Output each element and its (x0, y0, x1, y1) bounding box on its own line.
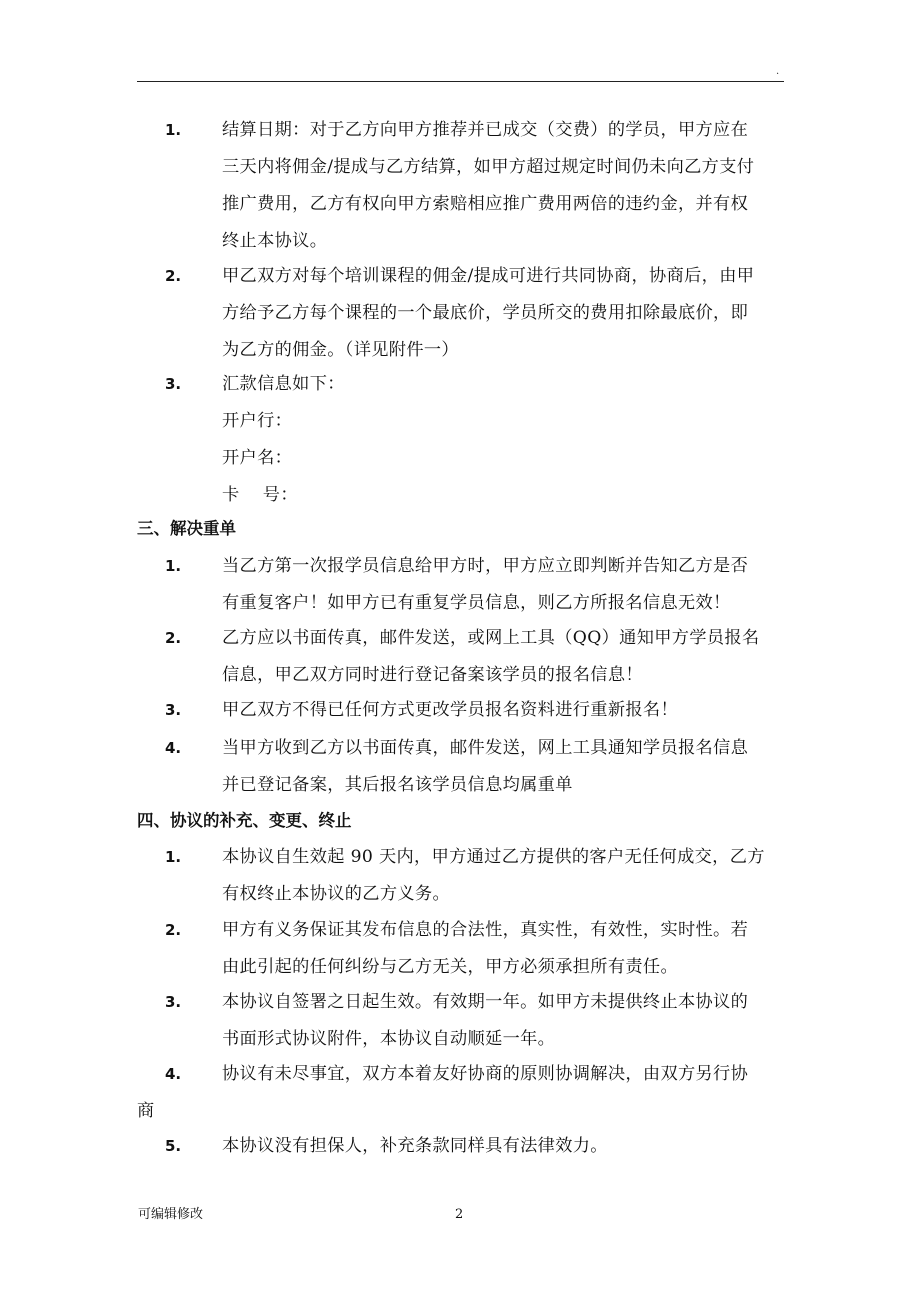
item-text: 汇款信息如下： (222, 374, 345, 394)
item-text: 协议有未尽事宜，双方本着友好协商的原则协调解决，由双方另行协 (222, 1064, 749, 1084)
item-text: 当甲方收到乙方以书面传真，邮件发送，网上工具通知学员报名信息 (222, 738, 749, 758)
item-text: 本协议自生效起 90 天内，甲方通过乙方提供的客户无任何成交，乙方 (222, 847, 765, 867)
footer-note: 可编辑修改 (138, 1207, 204, 1222)
item-text: 甲乙双方不得已任何方式更改学员报名资料进行重新报名！ (222, 700, 678, 720)
item-number: 4. (165, 1065, 182, 1083)
item-text: 结算日期：对于乙方向甲方推荐并已成交（交费）的学员，甲方应在 (222, 120, 749, 140)
item-text: 终止本协议。 (222, 231, 328, 251)
item-text: 甲乙双方对每个培训课程的佣金/提成可进行共同协商，协商后，由甲 (222, 266, 755, 286)
section-heading: 四、协议的补充、变更、终止 (137, 811, 352, 830)
bank-field-label: 开户行： (222, 411, 293, 431)
item-text: 书面形式协议附件，本协议自动顺延一年。 (222, 1029, 556, 1049)
item-number: 3. (165, 701, 182, 719)
item-text: 本协议没有担保人，补充条款同样具有法律效力。 (222, 1136, 608, 1156)
item-number: 1. (165, 121, 182, 139)
account-name-label: 开户名： (222, 448, 293, 468)
item-number: 3. (165, 993, 182, 1011)
header-mark: . (776, 66, 780, 77)
item-number: 1. (165, 557, 182, 575)
item-text: 当乙方第一次报学员信息给甲方时，甲方应立即判断并告知乙方是否 (222, 556, 749, 576)
item-number: 2. (165, 267, 182, 285)
section-heading: 三、解决重单 (137, 519, 236, 538)
item-text: 甲方有义务保证其发布信息的合法性，真实性，有效性，实时性。若 (222, 920, 749, 940)
item-text: 方给予乙方每个课程的一个最底价，学员所交的费用扣除最底价，即 (222, 303, 749, 323)
page-number: 2 (455, 1207, 464, 1222)
item-text: 信息，甲乙双方同时进行登记备案该学员的报名信息！ (222, 665, 643, 685)
item-text-wrap: 商 (137, 1101, 155, 1121)
item-number: 3. (165, 375, 182, 393)
item-number: 1. (165, 848, 182, 866)
item-text: 乙方应以书面传真，邮件发送，或网上工具（QQ）通知甲方学员报名 (222, 628, 760, 648)
item-text: 有权终止本协议的乙方义务。 (222, 884, 450, 904)
item-number: 2. (165, 629, 182, 647)
item-number: 4. (165, 739, 182, 757)
card-number-label: 卡 号： (222, 485, 298, 505)
item-text: 为乙方的佣金。（详见附件一） (222, 340, 459, 360)
item-text: 推广费用，乙方有权向甲方索赔相应推广费用两倍的违约金，并有权 (222, 194, 749, 214)
header-rule (137, 81, 784, 82)
item-text: 本协议自签署之日起生效。有效期一年。如甲方未提供终止本协议的 (222, 992, 749, 1012)
item-text: 有重复客户！如甲方已有重复学员信息，则乙方所报名信息无效！ (222, 593, 731, 613)
item-text: 由此引起的任何纠纷与乙方无关，甲方必须承担所有责任。 (222, 957, 678, 977)
item-number: 2. (165, 921, 182, 939)
item-text: 三天内将佣金/提成与乙方结算，如甲方超过规定时间仍未向乙方支付 (222, 157, 755, 177)
item-text: 并已登记备案，其后报名该学员信息均属重单 (222, 775, 573, 795)
item-number: 5. (165, 1137, 182, 1155)
